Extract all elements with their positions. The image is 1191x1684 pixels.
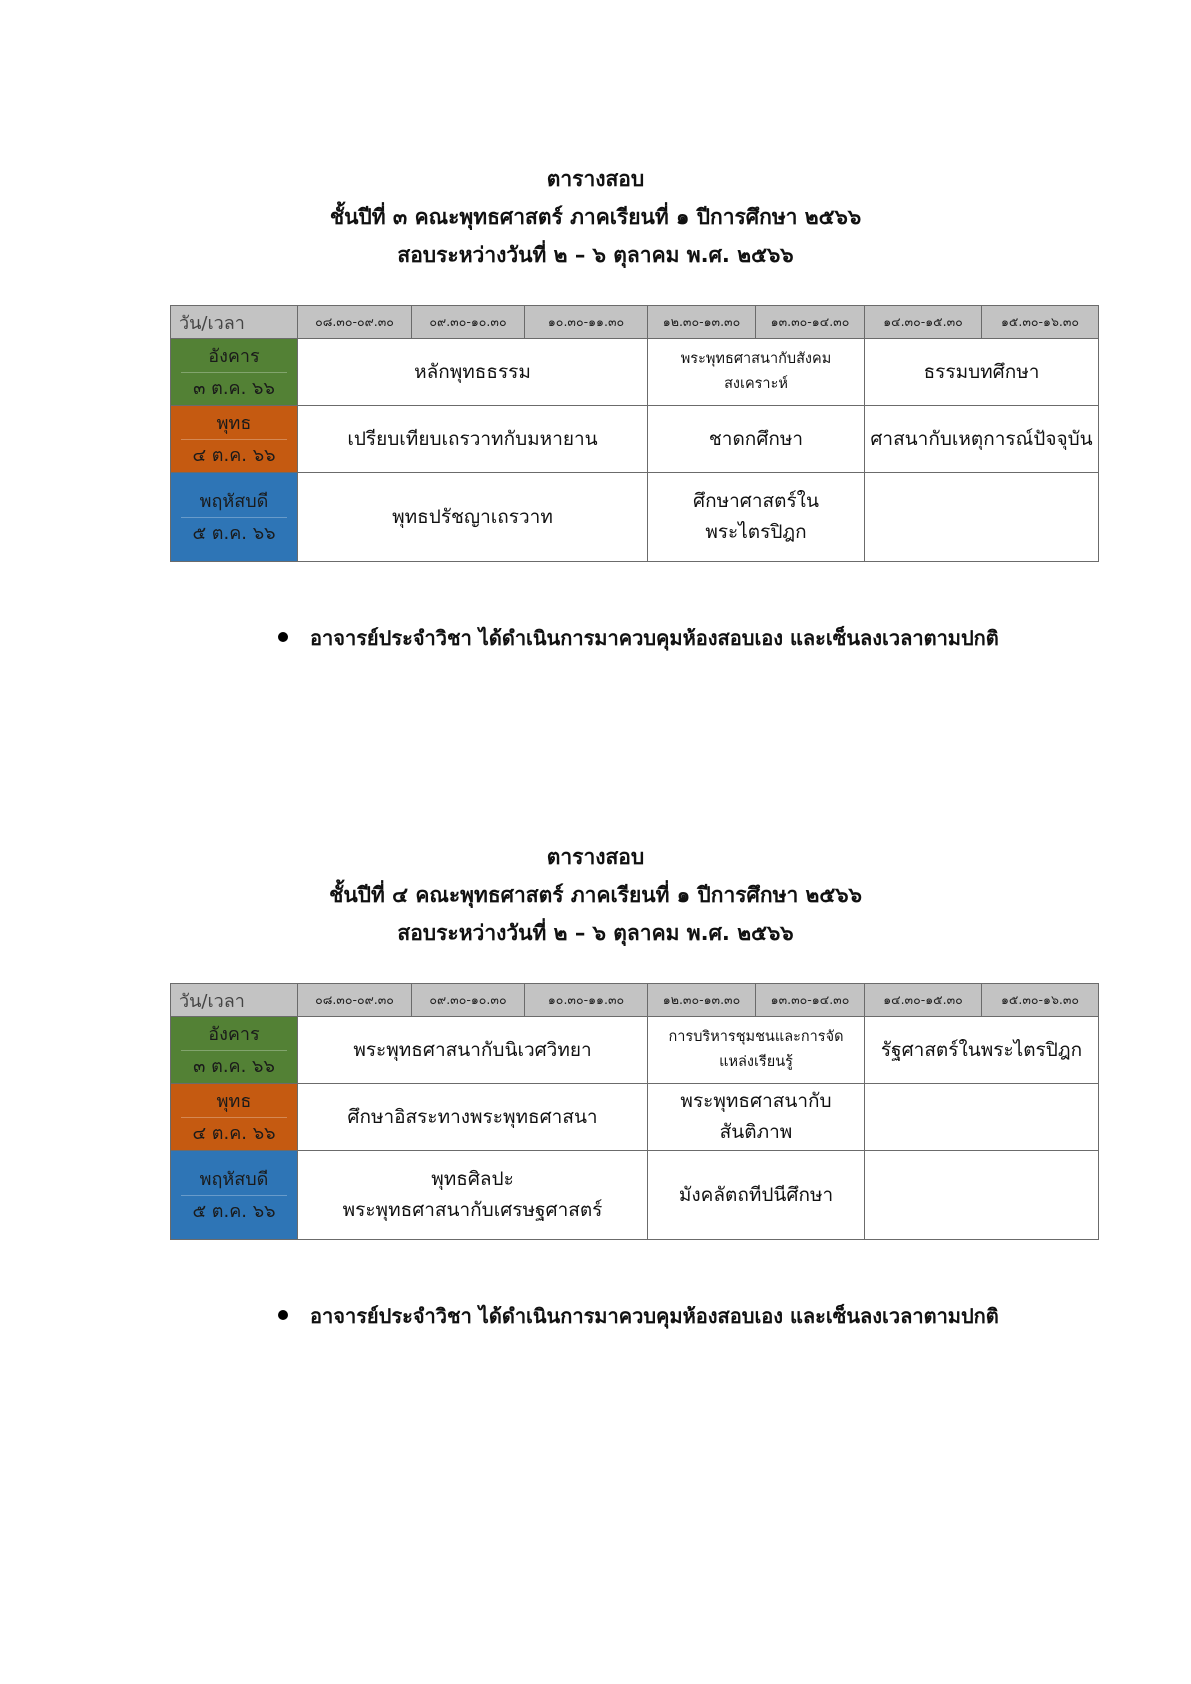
- day-cell-thursday: [171, 1151, 298, 1240]
- subject-cell-afternoon: การบริหารชุมชนและการจัด แหล่งเรียนรู้: [648, 1017, 865, 1084]
- header-slot: ๑๓.๓๐-๑๔.๓๐: [756, 984, 865, 1017]
- subject-cell-morning: หลักพุทธธรรม: [298, 339, 648, 406]
- subject-cell-morning: พระพุทธศาสนากับนิเวศวิทยา: [298, 1017, 648, 1084]
- schedule-subtitle: ชั้นปีที่ ๔ คณะพุทธศาสตร์ ภาคเรียนที่ ๑ ปีการศึกษา ๒๕๖๖: [329, 883, 862, 907]
- header-slot: ๐๘.๓๐-๐๙.๓๐: [298, 306, 412, 339]
- header-slot: ๑๕.๓๐-๑๖.๓๐: [982, 306, 1099, 339]
- day-cell-wednesday: [171, 1084, 298, 1151]
- schedule-dates: สอบระหว่างวันที่ ๒ – ๖ ตุลาคม พ.ศ. ๒๕๖๖: [397, 243, 794, 267]
- day-name: อังคาร: [181, 1019, 287, 1051]
- table-header-row: [171, 984, 1099, 1017]
- header-day-time: วัน/เวลา: [171, 984, 298, 1017]
- header-slot: ๐๙.๓๐-๑๐.๓๐: [412, 984, 525, 1017]
- header-slot: ๐๙.๓๐-๑๐.๓๐: [412, 306, 525, 339]
- schedule-title: ตารางสอบ: [546, 845, 645, 869]
- table-row: [171, 473, 1099, 562]
- header-day-time: วัน/เวลา: [171, 306, 298, 339]
- day-name: พฤหัสบดี: [181, 486, 287, 518]
- subject-cell-morning: ศึกษาอิสระทางพระพุทธศาสนา: [298, 1084, 648, 1151]
- subject-cell-late: ธรรมบทศึกษา: [865, 339, 1099, 406]
- header-slot: ๑๒.๓๐-๑๓.๓๐: [648, 306, 756, 339]
- header-slot: ๑๕.๓๐-๑๖.๓๐: [982, 984, 1099, 1017]
- day-cell-tuesday: [171, 1017, 298, 1084]
- exam-table: [170, 305, 1099, 562]
- table-row: [171, 1084, 1099, 1151]
- proctor-note: อาจารย์ประจำวิชา ได้ดำเนินการมาควบคุมห้องสอบเอง และเซ็นลงเวลาตามปกติ: [278, 622, 999, 654]
- schedule-dates: สอบระหว่างวันที่ ๒ – ๖ ตุลาคม พ.ศ. ๒๕๖๖: [397, 921, 794, 945]
- exam-schedule-year-3: [0, 160, 1191, 650]
- day-date: ๔ ต.ค. ๖๖: [192, 1122, 276, 1144]
- header-slot: ๑๒.๓๐-๑๓.๓๐: [648, 984, 756, 1017]
- subject-cell-afternoon: มังคลัตถทีปนีศึกษา: [648, 1151, 865, 1240]
- subject-cell-morning: เปรียบเทียบเถรวาทกับมหายาน: [298, 406, 648, 473]
- bullet-icon: [278, 1310, 288, 1320]
- schedule-heading: [0, 838, 1191, 952]
- table-header-row: [171, 306, 1099, 339]
- day-name: พุทธ: [181, 1086, 287, 1118]
- header-slot: ๑๐.๓๐-๑๑.๓๐: [525, 984, 648, 1017]
- subject-cell-afternoon: พระพุทธศาสนากับสันติภาพ: [648, 1084, 865, 1151]
- day-date: ๓ ต.ค. ๖๖: [193, 1055, 275, 1077]
- day-name: พฤหัสบดี: [181, 1164, 287, 1196]
- header-slot: ๑๓.๓๐-๑๔.๓๐: [756, 306, 865, 339]
- schedule-heading: [0, 160, 1191, 274]
- table-row: [171, 406, 1099, 473]
- header-slot: ๑๔.๓๐-๑๕.๓๐: [865, 984, 982, 1017]
- schedule-title: ตารางสอบ: [546, 167, 645, 191]
- exam-schedule-year-4: [0, 838, 1191, 1328]
- header-slot: ๑๐.๓๐-๑๑.๓๐: [525, 306, 648, 339]
- subject-cell-late: ศาสนากับเหตุการณ์ปัจจุบัน: [865, 406, 1099, 473]
- header-slot: ๑๔.๓๐-๑๕.๓๐: [865, 306, 982, 339]
- header-slot: ๐๘.๓๐-๐๙.๓๐: [298, 984, 412, 1017]
- subject-cell-morning: พุทธศิลปะ พระพุทธศาสนากับเศรษฐศาสตร์: [298, 1151, 648, 1240]
- exam-table: [170, 983, 1099, 1240]
- subject-cell-late: [865, 1084, 1099, 1151]
- day-date: ๓ ต.ค. ๖๖: [193, 377, 275, 399]
- day-date: ๕ ต.ค. ๖๖: [192, 522, 276, 544]
- proctor-note: อาจารย์ประจำวิชา ได้ดำเนินการมาควบคุมห้องสอบเอง และเซ็นลงเวลาตามปกติ: [278, 1300, 999, 1332]
- schedule-subtitle: ชั้นปีที่ ๓ คณะพุทธศาสตร์ ภาคเรียนที่ ๑ ปีการศึกษา ๒๕๖๖: [329, 205, 862, 229]
- subject-cell-late: [865, 473, 1099, 562]
- bullet-icon: [278, 632, 288, 642]
- day-cell-thursday: [171, 473, 298, 562]
- table-row: [171, 1151, 1099, 1240]
- table-row: [171, 1017, 1099, 1084]
- subject-cell-afternoon: ศึกษาศาสตร์ใน พระไตรปิฎก: [648, 473, 865, 562]
- day-date: ๔ ต.ค. ๖๖: [192, 444, 276, 466]
- subject-cell-afternoon: พระพุทธศาสนากับสังคม สงเคราะห์: [648, 339, 865, 406]
- subject-cell-afternoon: ชาดกศึกษา: [648, 406, 865, 473]
- day-date: ๕ ต.ค. ๖๖: [192, 1200, 276, 1222]
- subject-cell-late: รัฐศาสตร์ในพระไตรปิฎก: [865, 1017, 1099, 1084]
- day-cell-tuesday: [171, 339, 298, 406]
- subject-cell-late: [865, 1151, 1099, 1240]
- table-row: [171, 339, 1099, 406]
- day-cell-wednesday: [171, 406, 298, 473]
- subject-cell-morning: พุทธปรัชญาเถรวาท: [298, 473, 648, 562]
- day-name: พุทธ: [181, 408, 287, 440]
- day-name: อังคาร: [181, 341, 287, 373]
